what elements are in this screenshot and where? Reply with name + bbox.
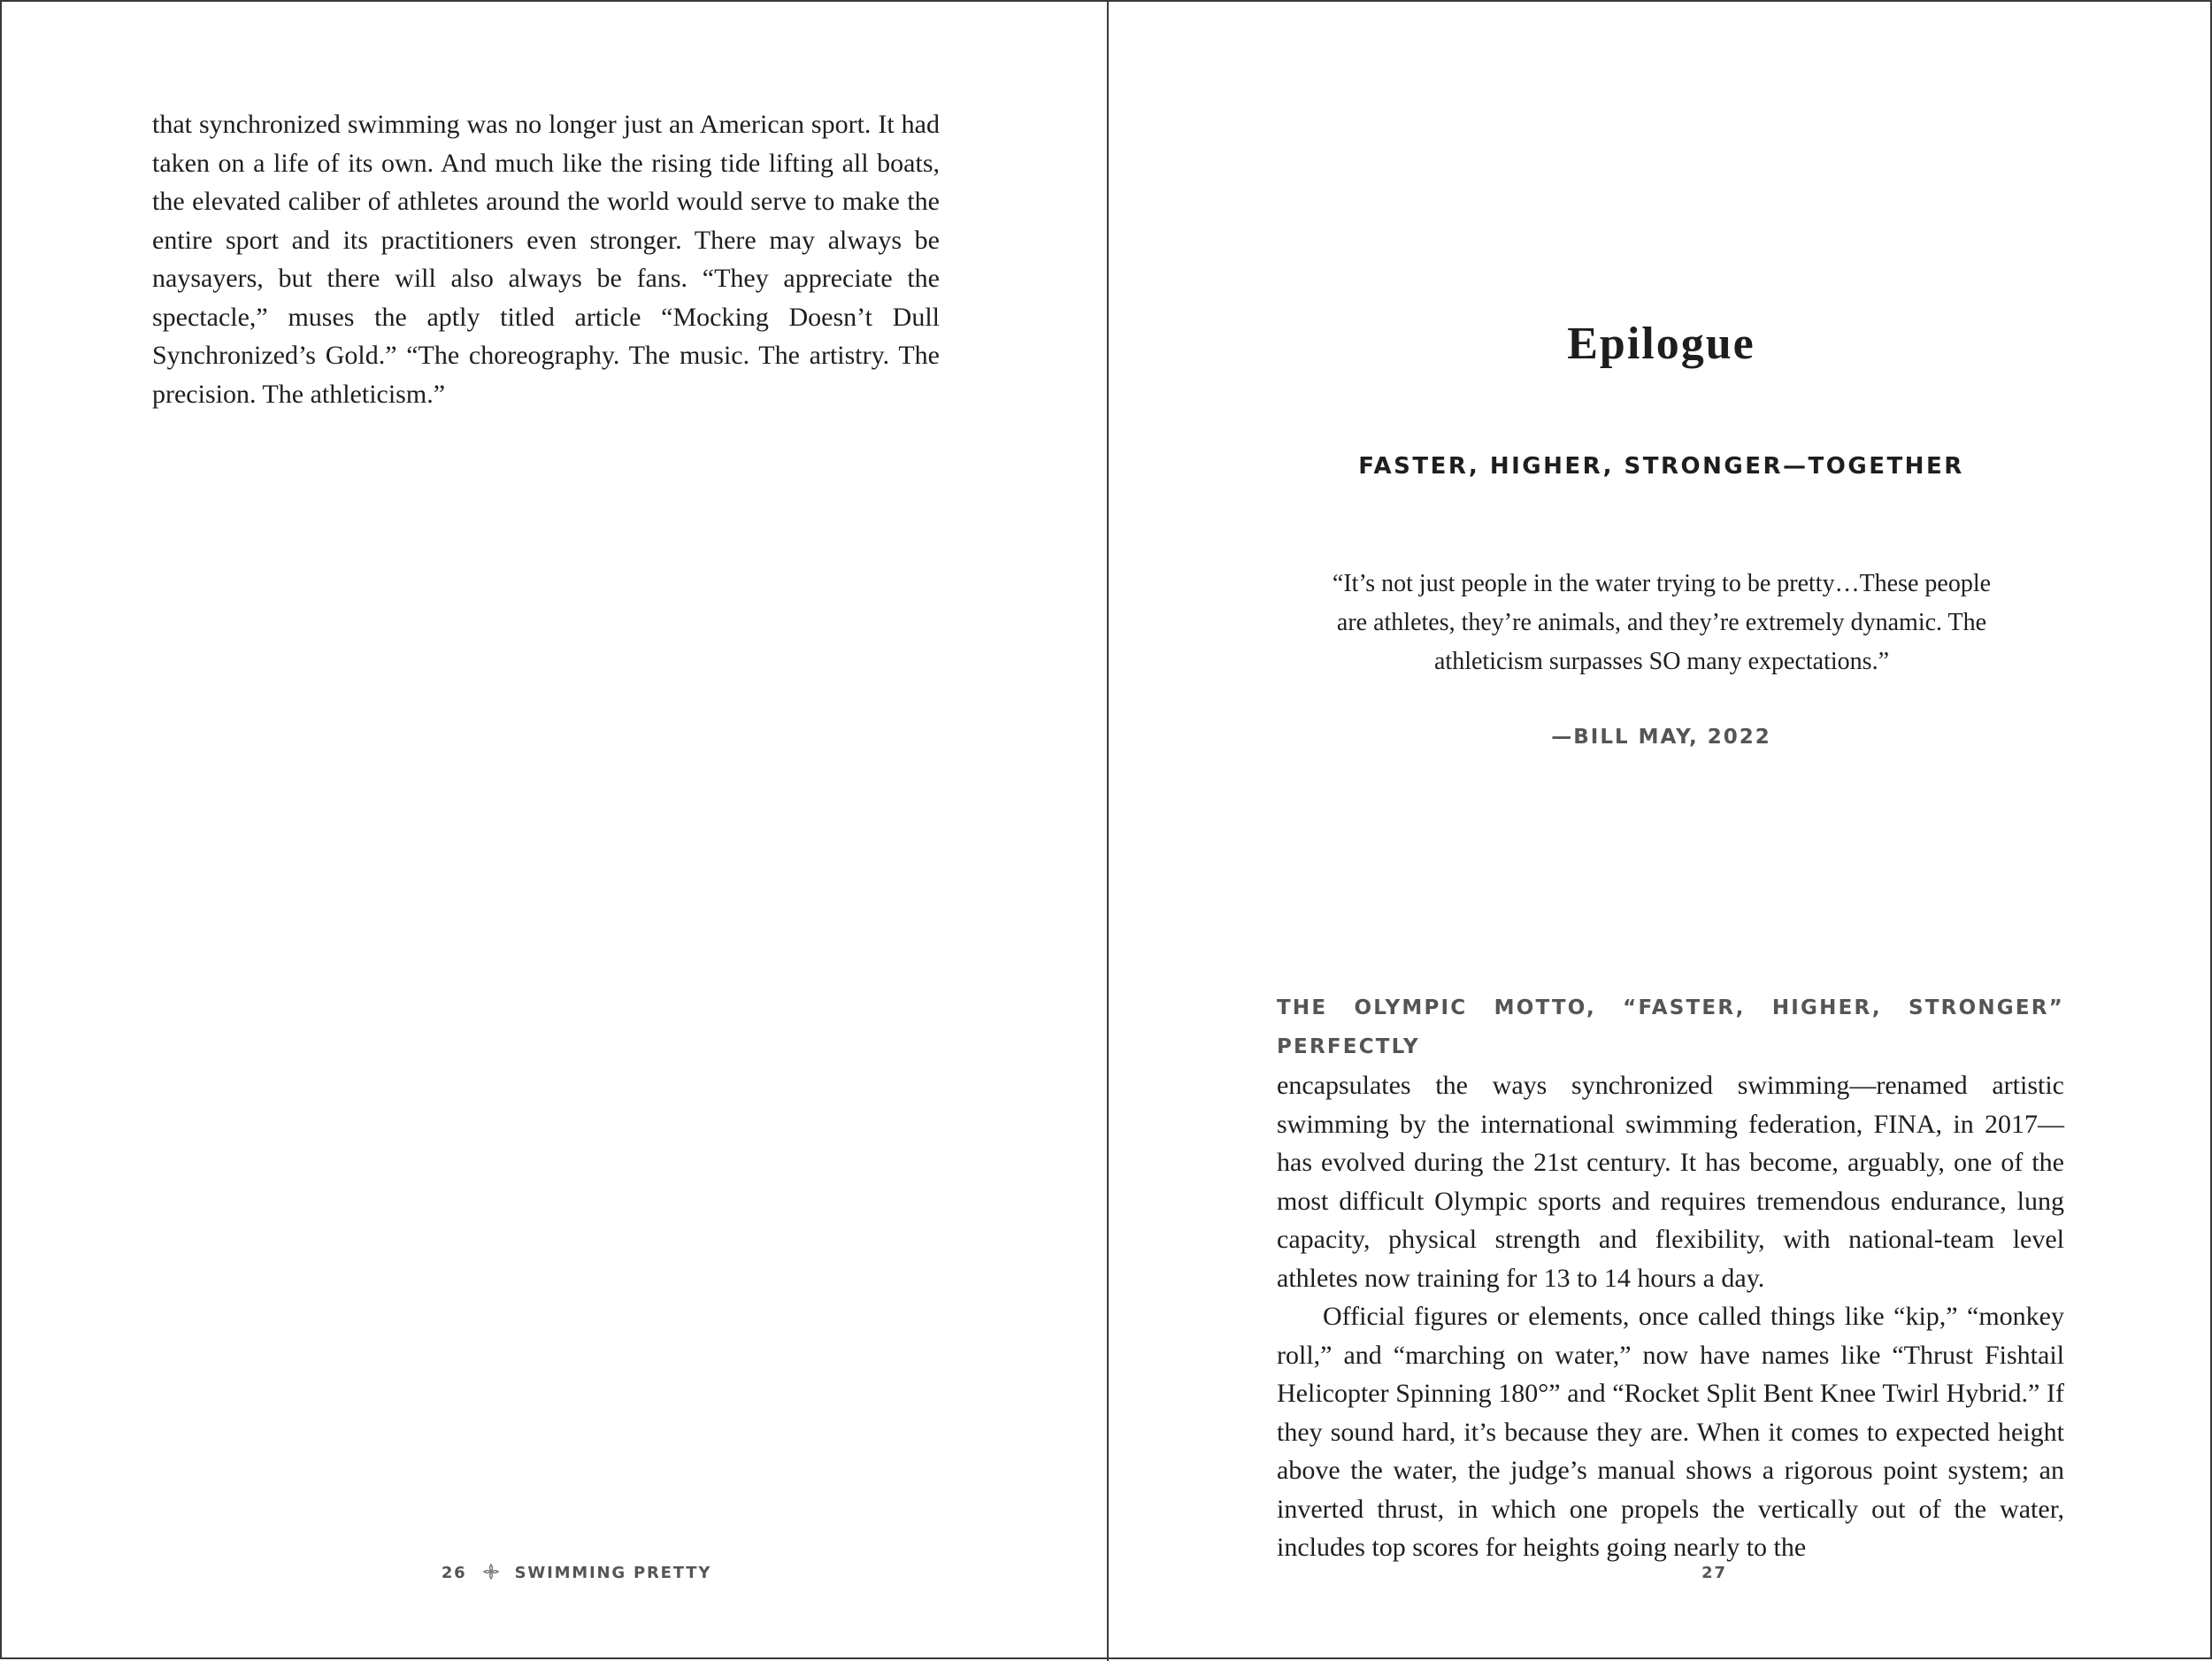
left-page-footer	[2, 1564, 1107, 1582]
fleuron-icon	[483, 1564, 499, 1580]
body-paragraph-1: encapsulates the ways synchronized swimming—renamed artistic swimming by the international swimming federation, FINA, in 2017—has evolved during the 21st century. It has become, arguably, one of the most difficult Olympic sports and requires tremendous endurance, lung capacity, physical strength and flexibility, with national-team level athletes now training for 13 to 14 hours a day.	[1277, 1071, 2064, 1293]
page-number-right: 27	[1701, 1564, 1727, 1582]
epigraph-quote: “It’s not just people in the water trying to be pretty…These people are athletes, they’re animals, and they’re extremely dynamic. The athleticism surpasses SO many expectations.”	[1332, 570, 1992, 675]
chapter-body	[1277, 989, 2064, 1567]
left-page	[2, 2, 1107, 1661]
right-page	[1109, 2, 2212, 1661]
running-head: SWIMMING PRETTY	[514, 1564, 712, 1582]
left-page-paragraph: that synchronized swimming was no longer just an American sport. It had taken on a life of its own. And much like the rising tide lifting all boats, the elevated caliber of athletes around the world would serve to make the entire sport and its practitioners even stronger. There may always be naysayers, but there will also always be fans. “They appreciate the spectacle,” muses the aptly titled article “Mocking Doesn’t Dull Synchronized’s Gold.” “The choreography. The music. The artistry. The precision. The athleticism.”	[152, 110, 940, 409]
chapter-subtitle: FASTER, HIGHER, STRONGER—TOGETHER	[1358, 453, 1964, 480]
chapter-title: Epilogue	[1567, 319, 1755, 369]
page-number-left: 26	[441, 1564, 467, 1582]
epigraph-attribution: —BILL MAY, 2022	[1551, 726, 1771, 749]
chapter-lead-in: THE OLYMPIC MOTTO, “FASTER, HIGHER, STRONGER” PERFECTLY	[1277, 996, 2064, 1058]
body-paragraph-2: Official figures or elements, once called things like “kip,” “monkey roll,” and “marching on water,” now have names like “Thrust Fishtail Helicopter Spinning 180°” and “Rocket Split Bent Knee Twirl Hybrid.” If they sound hard, it’s because they are. When it comes to expected height above the water, the judge’s manual shows a rigorous point system; an inverted thrust, in which one propels the vertically out of the water, includes top scores for heights going nearly to the	[1277, 1302, 2064, 1562]
